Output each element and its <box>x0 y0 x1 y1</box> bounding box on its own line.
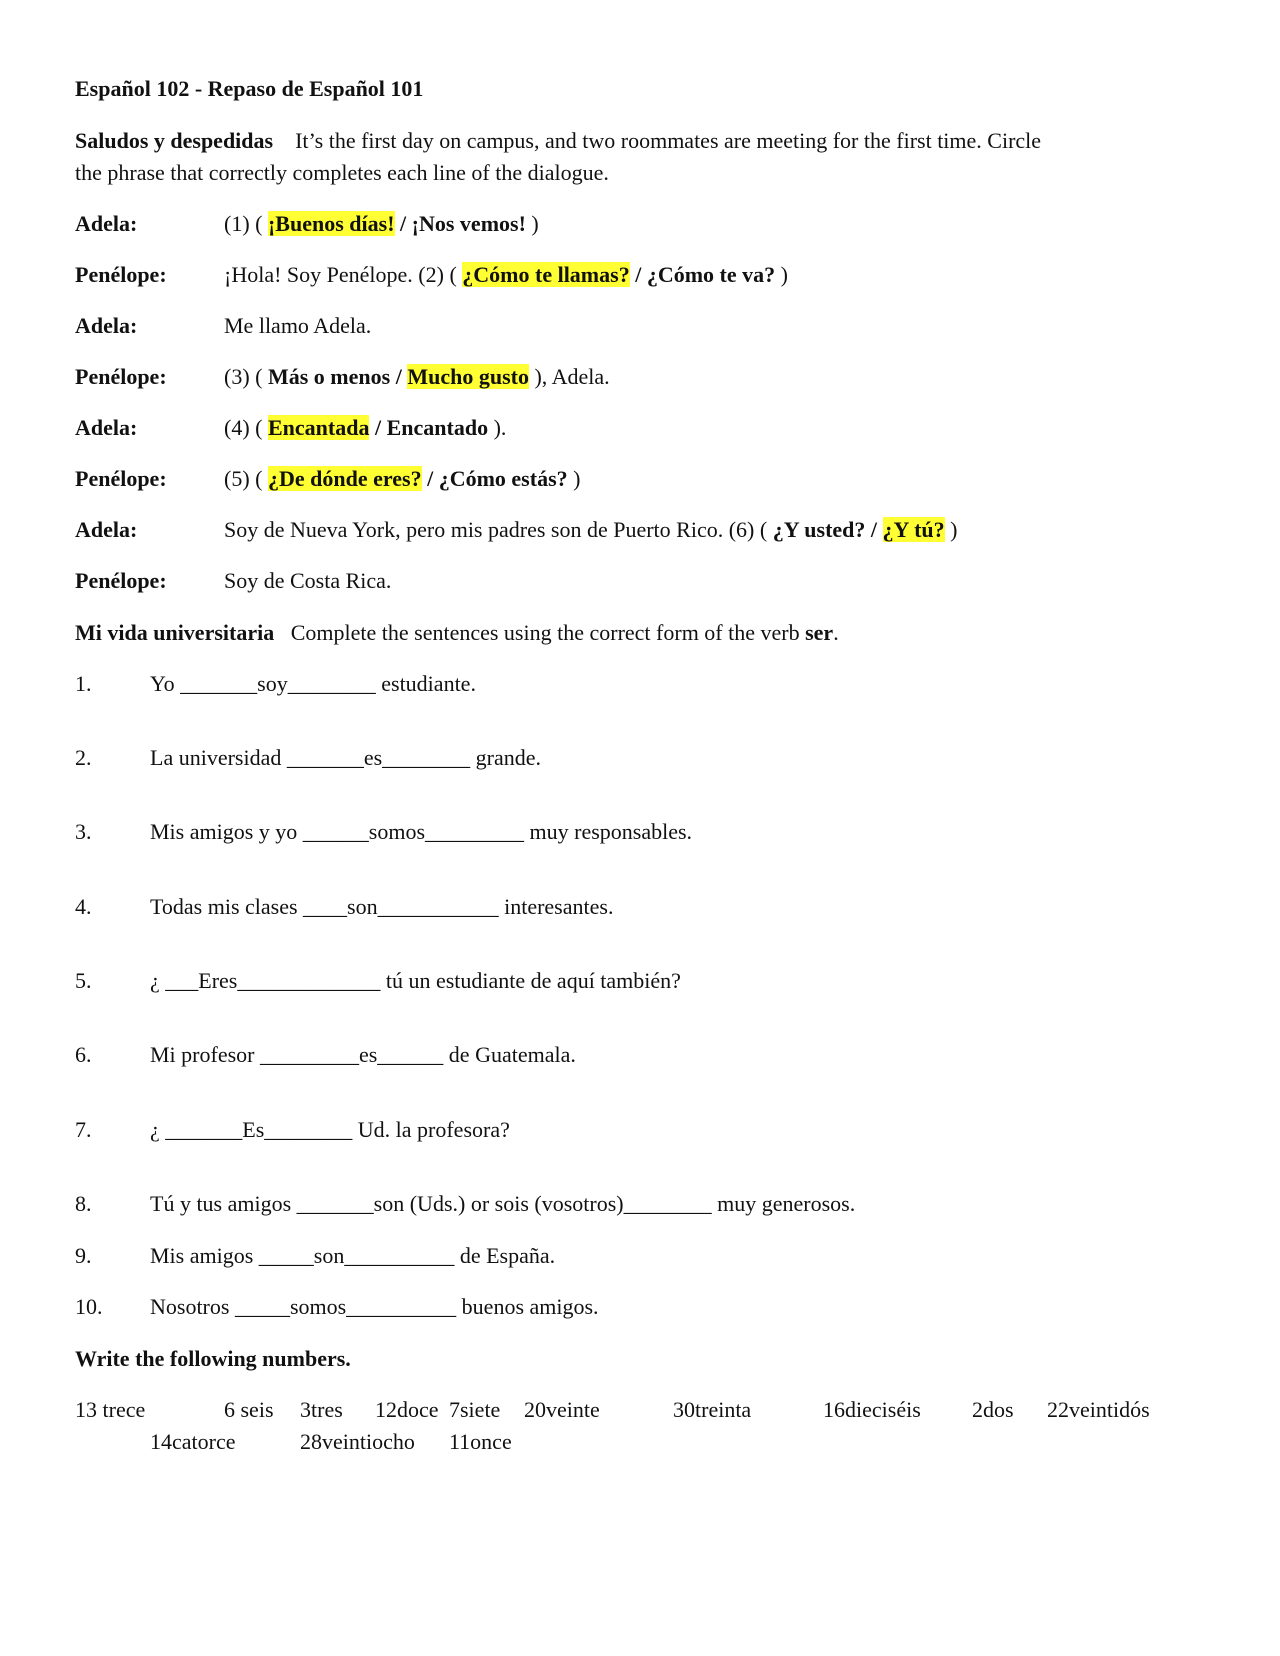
answer-option-selected[interactable]: Mucho gusto <box>407 364 529 389</box>
dialogue-speaker: Adela: <box>75 313 138 338</box>
dialogue-speaker: Penélope: <box>75 364 167 389</box>
dialogue-text: ). <box>488 415 507 440</box>
number-item: 3tres <box>300 1397 343 1422</box>
dialogue-line <box>224 468 580 490</box>
number-item: 7siete <box>449 1397 501 1422</box>
dialogue-speaker: Penélope: <box>75 262 167 287</box>
dialogue-line <box>224 264 788 286</box>
option-separator: / <box>865 517 883 542</box>
number-item: 28veintiocho <box>300 1429 415 1454</box>
number-item: 13 trece <box>75 1397 146 1422</box>
answer-option-selected[interactable]: ¡Buenos días! <box>267 211 395 236</box>
number-item: 12doce <box>375 1397 439 1422</box>
number-item: 30treinta <box>673 1397 752 1422</box>
dialogue-text: ¡Hola! Soy Penélope. (2) ( <box>224 262 463 287</box>
dialogue-text: ), Adela. <box>528 364 610 389</box>
document-title: Español 102 - Repaso de Español 101 <box>75 76 424 101</box>
dialogue-text: (5) ( <box>224 466 268 491</box>
number-item: 11once <box>449 1429 512 1454</box>
sentence-text[interactable]: Nosotros _____somos__________ buenos amigos. <box>150 1294 599 1319</box>
number-item: 22veintidós <box>1047 1397 1150 1422</box>
dialogue-text: ) <box>525 211 539 236</box>
sentence-text[interactable]: Mis amigos y yo ______somos_________ muy responsables. <box>150 819 693 844</box>
dialogue-line <box>224 366 610 388</box>
answer-option-selected[interactable]: ¿Y tú? <box>882 517 945 542</box>
sentence-text[interactable]: Todas mis clases ____son___________ interesantes. <box>150 894 614 919</box>
answer-option[interactable]: ¿Cómo te va? <box>646 262 776 287</box>
number-item: 16dieciséis <box>823 1397 921 1422</box>
sentence-text[interactable]: Tú y tus amigos _______son (Uds.) or sois (vosotros)________ muy generosos. <box>150 1191 856 1216</box>
section1-heading: Saludos y despedidas <box>75 128 274 153</box>
sentence-text[interactable]: Mis amigos _____son__________ de España. <box>150 1243 556 1268</box>
section2-instructions <box>75 622 839 644</box>
dialogue-speaker: Penélope: <box>75 466 167 491</box>
sentence-text[interactable]: Mi profesor _________es______ de Guatemala. <box>150 1042 576 1067</box>
answer-option[interactable]: ¡Nos vemos! <box>411 211 526 236</box>
dialogue-text: Soy de Nueva York, pero mis padres son de Puerto Rico. (6) ( <box>224 517 773 542</box>
answer-option[interactable]: Encantado <box>386 415 489 440</box>
dialogue-line <box>224 519 958 541</box>
sentence-number: 4. <box>75 894 92 919</box>
section3-heading: Write the following numbers. <box>75 1346 351 1371</box>
sentence-number: 10. <box>75 1294 103 1319</box>
number-item: 14catorce <box>150 1429 236 1454</box>
dialogue-text: Me llamo Adela. <box>224 313 372 338</box>
sentence-number: 1. <box>75 671 92 696</box>
sentence-number: 2. <box>75 745 92 770</box>
sentence-text[interactable]: ¿ ___Eres_____________ tú un estudiante de aquí también? <box>150 968 681 993</box>
dialogue-text: (3) ( <box>224 364 268 389</box>
dialogue-text: (4) ( <box>224 415 268 440</box>
dialogue-speaker: Adela: <box>75 211 138 236</box>
sentence-number: 9. <box>75 1243 92 1268</box>
dialogue-speaker: Adela: <box>75 415 138 440</box>
option-separator: / <box>629 262 647 287</box>
sentence-number: 3. <box>75 819 92 844</box>
option-separator: / <box>421 466 439 491</box>
dialogue-speaker: Adela: <box>75 517 138 542</box>
sentence-number: 7. <box>75 1117 92 1142</box>
answer-option-selected[interactable]: ¿De dónde eres? <box>267 466 422 491</box>
dialogue-text: ) <box>775 262 788 287</box>
sentence-number: 5. <box>75 968 92 993</box>
dialogue-text: (1) ( <box>224 211 268 236</box>
option-separator: / <box>390 364 408 389</box>
number-item: 6 seis <box>224 1397 274 1422</box>
sentence-number: 6. <box>75 1042 92 1067</box>
dialogue-text: ) <box>567 466 581 491</box>
answer-option[interactable]: ¿Cómo estás? <box>438 466 568 491</box>
sentence-text[interactable]: Yo _______soy________ estudiante. <box>150 671 476 696</box>
dialogue-text: ) <box>944 517 958 542</box>
sentence-text[interactable]: ¿ _______Es________ Ud. la profesora? <box>150 1117 510 1142</box>
sentence-number: 8. <box>75 1191 92 1216</box>
answer-option[interactable]: ¿Y usted? <box>772 517 866 542</box>
sentence-text[interactable]: La universidad _______es________ grande. <box>150 745 542 770</box>
section1-instructions-line1: It’s the first day on campus, and two roommates are meeting for the first time. Circle <box>295 128 1042 153</box>
dialogue-speaker: Penélope: <box>75 568 167 593</box>
number-item: 2dos <box>972 1397 1014 1422</box>
answer-option-selected[interactable]: Encantada <box>267 415 370 440</box>
option-separator: / <box>394 211 412 236</box>
section1-instructions <box>75 130 1041 152</box>
dialogue-line <box>224 213 539 235</box>
section1-instructions-line2: the phrase that correctly completes each line of the dialogue. <box>75 160 609 185</box>
answer-option[interactable]: Más o menos <box>267 364 391 389</box>
section2-instructions-text: Complete the sentences using the correct form of the verb <box>290 620 806 645</box>
verb-ser: ser <box>805 620 834 645</box>
dialogue-line <box>224 417 506 439</box>
instructions-period: . <box>833 620 839 645</box>
dialogue-text: Soy de Costa Rica. <box>224 568 392 593</box>
section2-heading: Mi vida universitaria <box>75 620 275 645</box>
number-item: 20veinte <box>524 1397 600 1422</box>
answer-option-selected[interactable]: ¿Cómo te llamas? <box>462 262 630 287</box>
option-separator: / <box>369 415 387 440</box>
